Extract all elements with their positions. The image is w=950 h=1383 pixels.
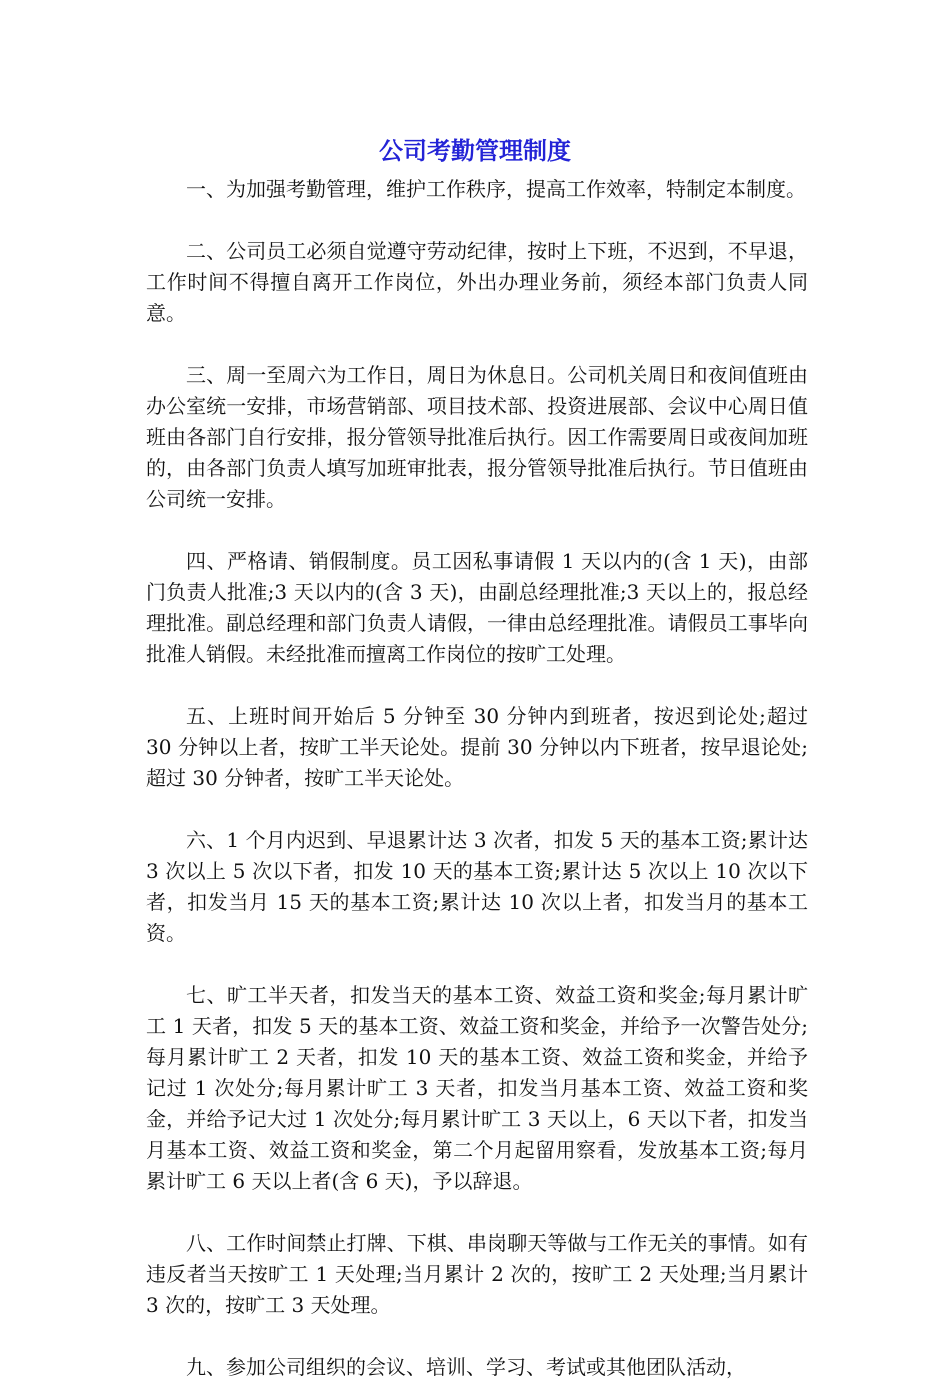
- paragraph-8: 八、工作时间禁止打牌、下棋、串岗聊天等做与工作无关的事情。如有违反者当天按旷工 1 天处理;当月累计 2 次的，按旷工 2 天处理;当月累计 3 次的，按旷工 3 天处理。: [146, 1231, 808, 1317]
- paragraph-3: 三、周一至周六为工作日，周日为休息日。公司机关周日和夜间值班由办公室统一安排，市场营销部、项目技术部、投资进展部、会议中心周日值班由各部门自行安排，报分管领导批准后执行。因工作需要周日或夜间加班的，由各部门负责人填写加班审批表，报分管领导批准后执行。节日值班由公司统一安排。: [146, 363, 808, 511]
- paragraph-7: 七、旷工半天者，扣发当天的基本工资、效益工资和奖金;每月累计旷工 1 天者，扣发 5 天的基本工资、效益工资和奖金，并给予一次警告处分;每月累计旷工 2 天者，扣发 10 天的基本工资、效益工资和奖金，并给予记过 1 次处分;每月累计旷工 3 天者，扣发当月基本工资、效益工资和奖金，并给予记大过 1 次处分;每月累计旷工 3 天以上，6 天以下者，扣发当月基本工资、效益工资和奖金，第二个月起留用察看，发放基本工资;每月累计旷工 6 天以上者(含 6 天)，予以辞退。: [146, 983, 808, 1193]
- document-body: [146, 174, 808, 1383]
- paragraph-5: 五、上班时间开始后 5 分钟至 30 分钟内到班者，按迟到论处;超过 30 分钟以上者，按旷工半天论处。提前 30 分钟以内下班者，按早退论处;超过 30 分钟者，按旷工半天论处。: [146, 704, 808, 790]
- paragraph-9: 九、参加公司组织的会议、培训、学习、考试或其他团队活动，: [186, 1355, 746, 1379]
- document-title: 公司考勤管理制度: [379, 137, 571, 165]
- paragraph-1: 一、为加强考勤管理，维护工作秩序，提高工作效率，特制定本制度。: [186, 177, 806, 201]
- paragraph-2: 二、公司员工必须自觉遵守劳动纪律，按时上下班，不迟到，不早退，工作时间不得擅自离开工作岗位，外出办理业务前，须经本部门负责人同意。: [146, 239, 808, 325]
- paragraph-4: 四、严格请、销假制度。员工因私事请假 1 天以内的(含 1 天)，由部门负责人批准;3 天以内的(含 3 天)，由副总经理批准;3 天以上的，报总经理批准。副总经理和部门负责人请假，一律由总经理批准。请假员工事毕向批准人销假。未经批准而擅离工作岗位的按旷工处理。: [146, 549, 808, 666]
- paragraph-6: 六、1 个月内迟到、早退累计达 3 次者，扣发 5 天的基本工资;累计达 3 次以上 5 次以下者，扣发 10 天的基本工资;累计达 5 次以上 10 次以下者，扣发当月 15 天的基本工资;累计达 10 次以上者，扣发当月的基本工资。: [146, 828, 808, 945]
